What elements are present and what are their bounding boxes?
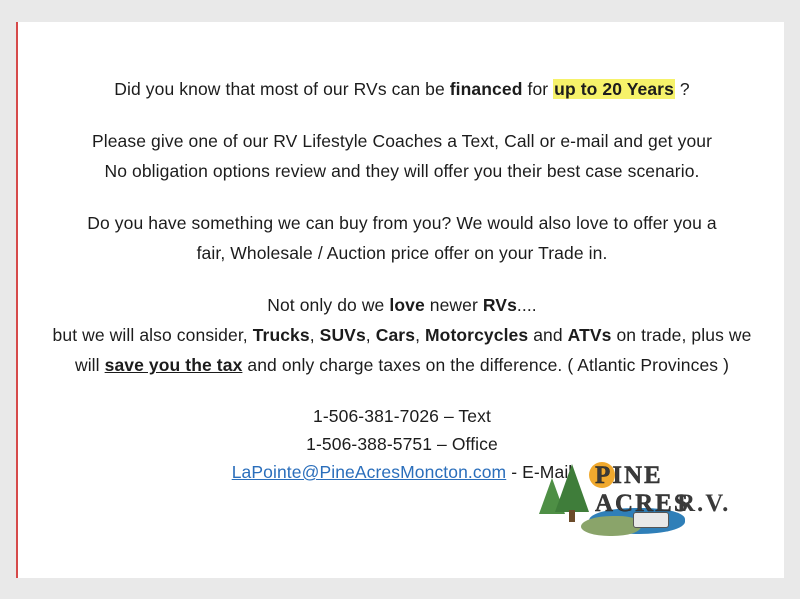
paragraph-financing — [18, 74, 786, 104]
text-line — [18, 238, 786, 268]
text-run-bold: love — [389, 295, 425, 315]
email-link[interactable]: LaPointe@PineAcresMoncton.com — [231, 462, 507, 482]
logo-name-top: PINE ACRES — [595, 462, 690, 517]
highlighted-term: up to 20 Years — [554, 79, 674, 99]
text-run: .... — [516, 295, 537, 315]
email-label: - E-Mail — [511, 462, 573, 482]
text-run-bold: Trucks — [252, 325, 310, 345]
text-run: Please give one of our RV Lifestyle Coaches a Text, Call or e-mail and get your — [91, 131, 713, 151]
text-run-bold: ATVs — [567, 325, 612, 345]
shore-shape — [581, 516, 641, 536]
text-run-bold: Cars — [375, 325, 416, 345]
text-line — [18, 74, 786, 104]
text-line — [18, 126, 786, 156]
paragraph-trade-buy — [18, 208, 786, 268]
phone-text-line: 1-506-381-7026 – Text — [313, 406, 491, 426]
text-run: , — [365, 325, 376, 345]
pine-acres-rv-logo — [537, 456, 752, 538]
text-run-bold: Motorcycles — [425, 325, 529, 345]
text-run: Did you know that most of our RVs can be — [114, 79, 450, 99]
text-run-bold: RVs — [482, 295, 517, 315]
text-run: Do you have something we can buy from you? We would also love to offer you a — [87, 213, 717, 233]
text-line — [18, 350, 786, 380]
phone-office-line: 1-506-388-5751 – Office — [306, 434, 498, 454]
text-run: , — [309, 325, 320, 345]
tree-icon-large — [555, 464, 589, 512]
tree-trunk-icon — [569, 510, 575, 522]
text-run: will — [74, 355, 105, 375]
text-run: and only charge taxes on the difference. ( Atlantic Provinces ) — [242, 355, 730, 375]
text-run: and — [528, 325, 568, 345]
text-run: but we will also consider, — [52, 325, 253, 345]
text-run: No obligation options review and they will offer you their best case scenario. — [104, 161, 700, 181]
text-line — [18, 320, 786, 350]
text-run: fair, Wholesale / Auction price offer on your Trade in. — [196, 243, 608, 263]
paragraph-coaches — [18, 126, 786, 186]
text-run: for — [522, 79, 554, 99]
text-line — [18, 208, 786, 238]
text-run-bold: financed — [449, 79, 523, 99]
text-line — [18, 290, 786, 320]
text-run: ? — [674, 79, 690, 99]
text-run: , — [415, 325, 425, 345]
text-run: Not only do we — [267, 295, 390, 315]
text-run: newer — [424, 295, 483, 315]
document-sheet — [16, 22, 784, 578]
paragraph-trade-types — [18, 290, 786, 380]
emphasis-save-tax: save you the tax — [104, 355, 243, 375]
logo-name-bottom: R.V. — [677, 490, 731, 517]
text-run: on trade, plus we — [611, 325, 752, 345]
text-run-bold: SUVs — [319, 325, 366, 345]
text-line — [18, 156, 786, 186]
document-content — [18, 22, 786, 486]
